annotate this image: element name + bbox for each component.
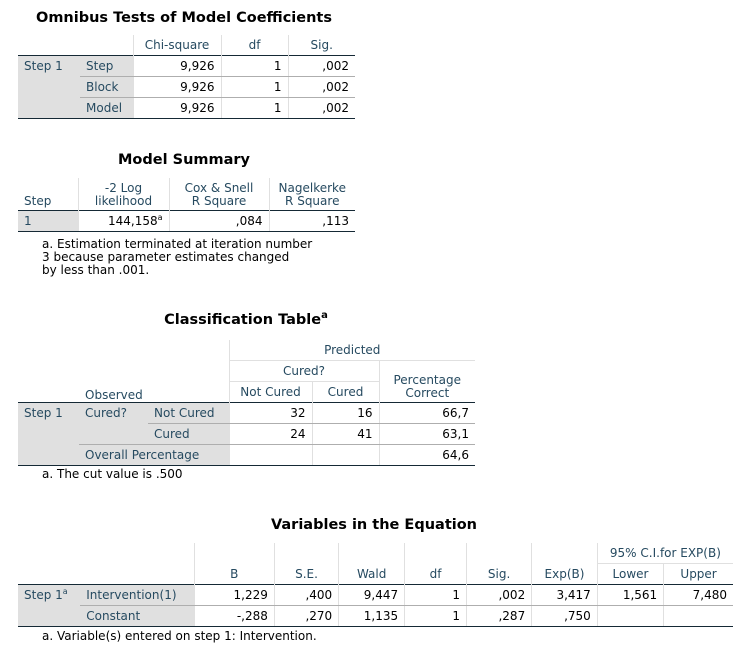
ct-overall-label: Overall Percentage (79, 445, 229, 466)
ms-h-nag (269, 178, 355, 210)
vt-h-lower: Lower (597, 564, 663, 585)
model-summary-header-row (18, 178, 355, 210)
vt-wald: 9,447 (339, 585, 405, 606)
omnibus-chi: 9,926 (133, 77, 221, 98)
classification-title-sup: a (321, 310, 328, 322)
ms-h-loglik-1: -2 Log (104, 180, 143, 195)
ct-row-label: Cured (148, 424, 229, 445)
vt-b: 1,229 (194, 585, 274, 606)
model-summary-table (18, 178, 355, 232)
vt-b: -,288 (194, 606, 274, 627)
ct-step-label: Step 1 (18, 403, 79, 466)
ms-nag: ,113 (269, 210, 355, 231)
variables-table (18, 543, 733, 627)
ct-overall-cured (312, 445, 379, 466)
vt-h-df: df (405, 564, 467, 585)
ms-h-cox (169, 178, 269, 210)
ct-h-predicted: Predicted (229, 340, 475, 361)
classification-title: Classification Table$^a$ (164, 310, 328, 328)
omnibus-df: 1 (221, 77, 288, 98)
table-row (18, 585, 733, 606)
omnibus-header-row (18, 35, 355, 56)
vt-wald: 1,135 (339, 606, 405, 627)
ms-loglik: 144,158$^a$ (78, 210, 169, 231)
ct-overall-pct: 64,6 (379, 445, 475, 466)
vt-step-label: Step 1$^a$ (18, 585, 80, 627)
omnibus-sig: ,002 (288, 98, 355, 119)
ct-not-cured: 32 (229, 403, 312, 424)
vt-df: 1 (405, 585, 467, 606)
vt-upper: 7,480 (664, 585, 733, 606)
omnibus-row-label: Block (80, 77, 133, 98)
vt-df: 1 (405, 606, 467, 627)
vt-row-label: Constant (80, 606, 194, 627)
ms-h-cox-2: R Square (191, 193, 247, 208)
omnibus-h-chi: Chi-square (133, 35, 221, 56)
ct-h-pct-2: Correct (405, 386, 450, 400)
ct-var-label: Cured? (79, 403, 148, 445)
table-row (18, 56, 355, 77)
omnibus-table (18, 35, 355, 119)
vt-sig: ,002 (467, 585, 532, 606)
vt-h-wald: Wald (339, 564, 405, 585)
ct-not-cured: 24 (229, 424, 312, 445)
omnibus-row-label: Model (80, 98, 133, 119)
vt-h-ci: 95% C.I.for EXP(B) (597, 543, 733, 564)
ct-header-row-1 (18, 340, 475, 361)
table-row (18, 210, 355, 231)
ct-header-row-2 (18, 361, 475, 382)
table-row (18, 403, 475, 424)
ct-cured: 16 (312, 403, 379, 424)
vt-step-sup: a (62, 587, 68, 596)
vt-upper (664, 606, 733, 627)
classification-table (18, 340, 475, 466)
table-row (18, 606, 733, 627)
vt-se: ,400 (274, 585, 338, 606)
ct-cured: 41 (312, 424, 379, 445)
vt-h-b: B (194, 564, 274, 585)
vt-header-row-2 (18, 564, 733, 585)
vt-lower (597, 606, 663, 627)
omnibus-step-label: Step 1 (18, 56, 80, 119)
ms-h-nag-2: R Square (285, 193, 340, 208)
omnibus-title: Omnibus Tests of Model Coefficients (36, 10, 332, 26)
omnibus-sig: ,002 (288, 77, 355, 98)
vt-h-expb: Exp(B) (532, 564, 598, 585)
classification-footnote: a. The cut value is .500 (42, 467, 183, 481)
vt-h-sig: Sig. (467, 564, 532, 585)
ct-row-label: Not Cured (148, 403, 229, 424)
ct-h-pct (379, 361, 475, 403)
vt-header-row-1 (18, 543, 733, 564)
omnibus-sig: ,002 (288, 56, 355, 77)
table-row (18, 445, 475, 466)
vt-row-label: Intervention(1) (80, 585, 194, 606)
omnibus-df: 1 (221, 56, 288, 77)
vt-lower: 1,561 (597, 585, 663, 606)
ms-h-nag-1: Nagelkerke (278, 180, 346, 195)
model-summary-title: Model Summary (118, 152, 250, 168)
ms-h-loglik-2: likelihood (94, 193, 153, 208)
vt-expb: 3,417 (532, 585, 598, 606)
vt-h-se: S.E. (274, 564, 338, 585)
ct-h-cured-q: Cured? (229, 361, 379, 382)
ct-h-cured: Cured (312, 382, 379, 403)
vt-se: ,270 (274, 606, 338, 627)
ms-step: 1 (18, 210, 78, 231)
vt-h-upper: Upper (664, 564, 733, 585)
vt-expb: ,750 (532, 606, 598, 627)
ct-h-not-cured: Not Cured (229, 382, 312, 403)
ct-h-pct-1: Percentage (393, 373, 461, 387)
variables-title: Variables in the Equation (270, 517, 478, 533)
ms-h-loglik (78, 178, 169, 210)
ct-h-observed: Observed (85, 388, 143, 402)
model-summary-footnote: a. Estimation terminated at iteration number 3 because parameter estimates changed by less than .001. (42, 237, 313, 277)
ms-cox: ,084 (169, 210, 269, 231)
variables-footnote: a. Variable(s) entered on step 1: Intervention. (42, 629, 317, 643)
ct-overall-not-cured (229, 445, 312, 466)
ms-h-step: Step (24, 193, 52, 208)
vt-sig: ,287 (467, 606, 532, 627)
omnibus-row-label: Step (80, 56, 133, 77)
ms-h-cox-1: Cox & Snell (184, 180, 254, 195)
omnibus-h-df: df (221, 35, 288, 56)
omnibus-df: 1 (221, 98, 288, 119)
omnibus-chi: 9,926 (133, 56, 221, 77)
ms-loglik-sup: a (157, 212, 163, 222)
ct-pct: 63,1 (379, 424, 475, 445)
omnibus-h-sig: Sig. (288, 35, 355, 56)
omnibus-chi: 9,926 (133, 98, 221, 119)
ct-pct: 66,7 (379, 403, 475, 424)
